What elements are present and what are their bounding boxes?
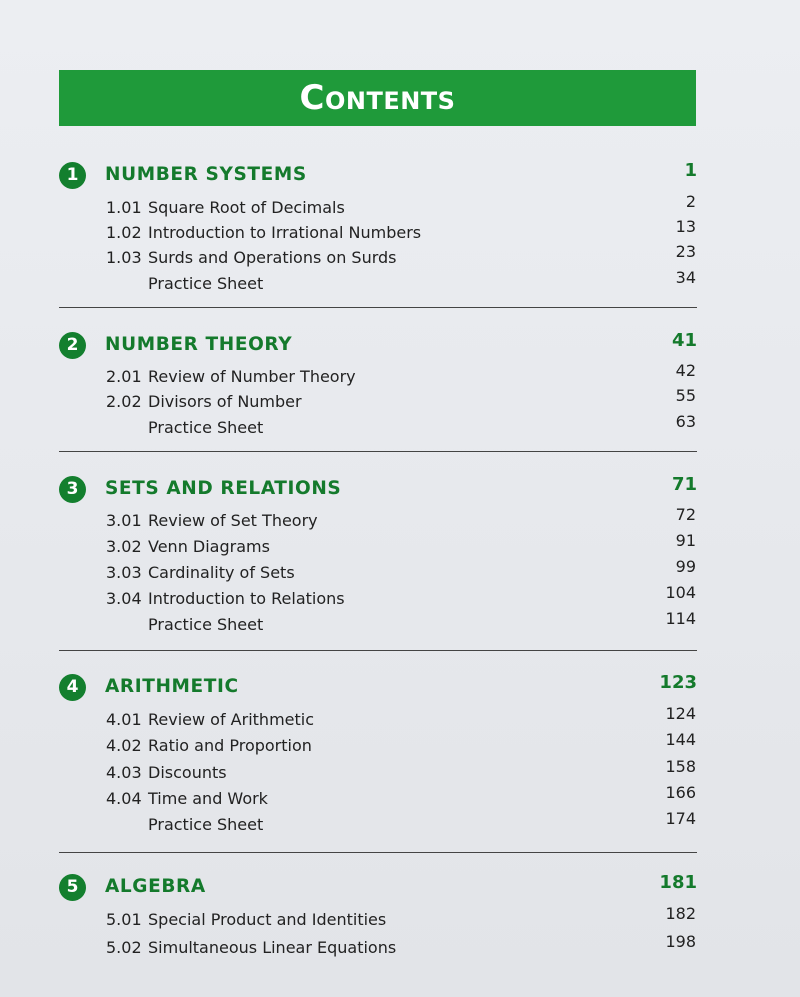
section-page-number: 124 <box>665 704 696 723</box>
chapter-page-number: 1 <box>684 160 697 181</box>
section-divider <box>59 451 697 452</box>
section-title: Review of Arithmetic <box>148 710 315 729</box>
chapter-number-badge: 4 <box>59 674 86 701</box>
chapter-title: NUMBER THEORY <box>105 334 293 355</box>
section-page-number: 174 <box>665 809 696 828</box>
section-page-number: 2 <box>685 192 696 211</box>
section-title: Introduction to Irrational Numbers <box>148 223 422 242</box>
section-number: 2.02 <box>106 392 142 411</box>
section-title: Square Root of Decimals <box>148 198 345 217</box>
chapter-title: SETS AND RELATIONS <box>105 478 342 499</box>
section-number: 2.01 <box>106 367 142 386</box>
section-page-number: 166 <box>665 783 696 802</box>
chapter-title: NUMBER SYSTEMS <box>105 164 307 185</box>
section-row[interactable] <box>106 386 696 416</box>
chapter-heading[interactable] <box>59 160 699 188</box>
section-number: 4.03 <box>106 763 142 782</box>
chapter-number-badge: 5 <box>59 874 86 901</box>
section-row[interactable] <box>106 505 696 535</box>
section-title: Surds and Operations on Surds <box>148 248 397 267</box>
section-row[interactable] <box>106 268 696 298</box>
section-title: Review of Number Theory <box>148 367 356 386</box>
section-page-number: 34 <box>675 268 696 287</box>
section-divider <box>59 852 697 853</box>
section-page-number: 182 <box>665 904 696 923</box>
chapter-page-number: 41 <box>671 330 697 351</box>
section-row[interactable] <box>106 757 696 787</box>
section-row[interactable] <box>106 583 696 613</box>
section-number: 5.02 <box>106 938 142 957</box>
section-page-number: 104 <box>665 583 696 602</box>
section-page-number: 13 <box>675 217 696 236</box>
section-number: 5.01 <box>106 910 142 929</box>
section-page-number: 42 <box>675 361 696 380</box>
section-number: 3.01 <box>106 511 142 530</box>
section-row[interactable] <box>106 730 696 760</box>
chapter-heading[interactable] <box>59 474 699 502</box>
section-title: Practice Sheet <box>148 418 264 437</box>
chapter-heading[interactable] <box>59 872 699 900</box>
section-title: Time and Work <box>148 789 268 808</box>
chapter-page-number: 71 <box>671 474 697 495</box>
chapter-page-number: 123 <box>659 672 697 693</box>
section-title: Practice Sheet <box>148 615 264 634</box>
chapter-page-number: 181 <box>659 872 697 893</box>
section-title: Introduction to Relations <box>148 589 345 608</box>
section-title: Review of Set Theory <box>148 511 318 530</box>
section-title: Venn Diagrams <box>148 537 270 556</box>
section-number: 4.04 <box>106 789 142 808</box>
section-row[interactable] <box>106 361 696 391</box>
section-title: Ratio and Proportion <box>148 736 312 755</box>
chapter-number-badge: 1 <box>59 162 86 189</box>
section-row[interactable] <box>106 192 696 222</box>
section-row[interactable] <box>106 242 696 272</box>
section-row[interactable] <box>106 809 696 839</box>
section-title: Simultaneous Linear Equations <box>148 938 397 957</box>
section-row[interactable] <box>106 932 696 962</box>
section-number: 4.02 <box>106 736 142 755</box>
section-row[interactable] <box>106 704 696 734</box>
chapter-number-badge: 2 <box>59 332 86 359</box>
chapter-heading[interactable] <box>59 672 699 700</box>
section-number: 4.01 <box>106 710 142 729</box>
section-row[interactable] <box>106 412 696 442</box>
section-title: Practice Sheet <box>148 274 264 293</box>
section-page-number: 158 <box>665 757 696 776</box>
section-page-number: 72 <box>675 505 696 524</box>
section-divider <box>59 307 697 308</box>
section-row[interactable] <box>106 609 696 639</box>
section-page-number: 144 <box>665 730 696 749</box>
section-page-number: 23 <box>675 242 696 261</box>
section-number: 1.03 <box>106 248 142 267</box>
chapter-heading[interactable] <box>59 330 699 358</box>
section-title: Practice Sheet <box>148 815 264 834</box>
section-page-number: 198 <box>665 932 696 951</box>
section-number: 1.01 <box>106 198 142 217</box>
section-page-number: 114 <box>665 609 696 628</box>
section-row[interactable] <box>106 217 696 247</box>
section-number: 3.03 <box>106 563 142 582</box>
section-row[interactable] <box>106 783 696 813</box>
chapter-title: ARITHMETIC <box>105 676 239 697</box>
section-divider <box>59 650 697 651</box>
section-page-number: 55 <box>675 386 696 405</box>
section-row[interactable] <box>106 531 696 561</box>
chapter-number-badge: 3 <box>59 476 86 503</box>
section-row[interactable] <box>106 557 696 587</box>
section-page-number: 63 <box>675 412 696 431</box>
section-page-number: 91 <box>675 531 696 550</box>
section-number: 3.02 <box>106 537 142 556</box>
section-title: Discounts <box>148 763 227 782</box>
section-number: 3.04 <box>106 589 142 608</box>
section-row[interactable] <box>106 904 696 934</box>
page-title: Contents <box>299 78 456 118</box>
section-title: Divisors of Number <box>148 392 302 411</box>
contents-banner <box>59 70 696 126</box>
section-number: 1.02 <box>106 223 142 242</box>
chapter-title: ALGEBRA <box>105 876 206 897</box>
section-title: Cardinality of Sets <box>148 563 295 582</box>
section-title: Special Product and Identities <box>148 910 387 929</box>
section-page-number: 99 <box>675 557 696 576</box>
